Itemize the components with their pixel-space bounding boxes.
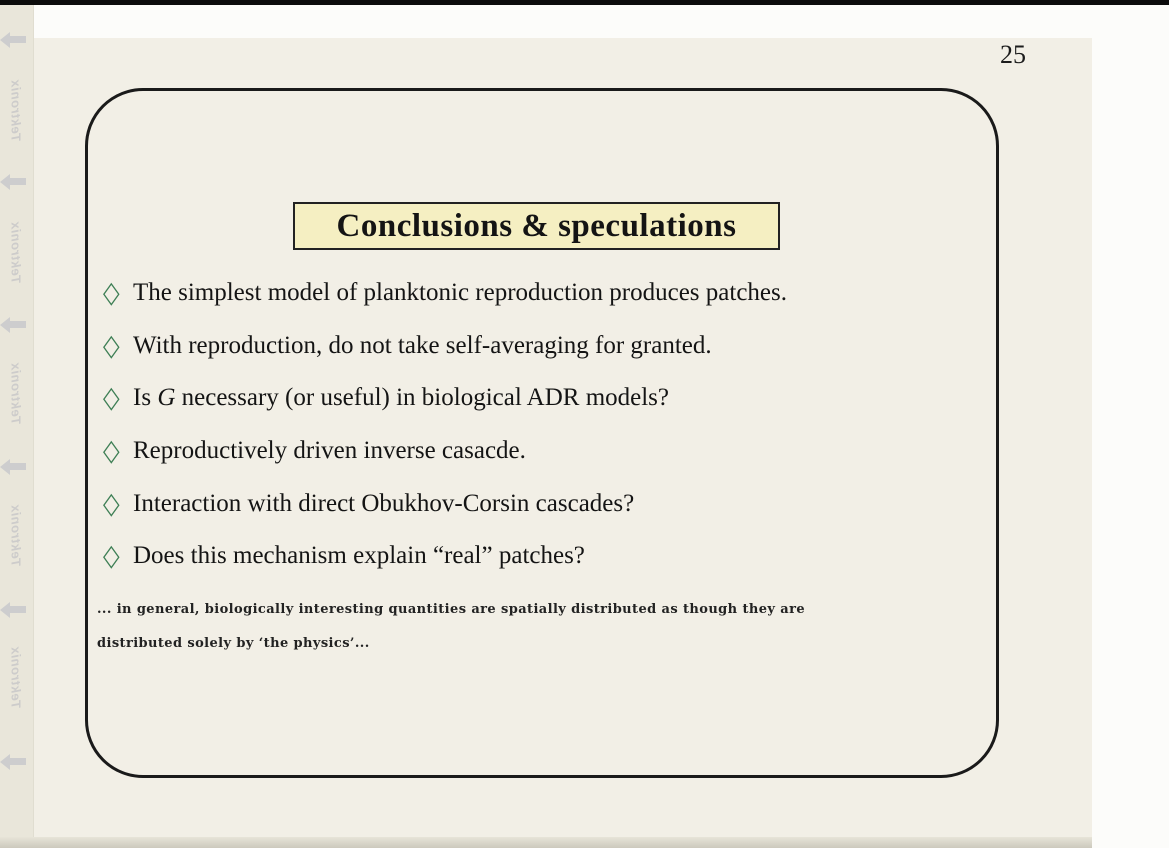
- page-number: 25: [1000, 40, 1026, 69]
- diamond-bullet-icon: ◇: [103, 380, 120, 416]
- footnote: [97, 600, 927, 668]
- footnote-line: distributed solely by ‘the physics’...: [97, 636, 370, 651]
- bullet-text: Reproductively driven inverse casacde.: [133, 437, 526, 465]
- bullet-text: [133, 384, 669, 412]
- bullet-text: The simplest model of planktonic reproduction produces patches.: [133, 279, 787, 307]
- math-variable-G: G: [157, 384, 176, 412]
- tektronix-watermark-text: Tektronix: [8, 79, 24, 142]
- tektronix-arrow-icon: [10, 36, 26, 43]
- bullet-list: [103, 267, 963, 583]
- tektronix-arrow-icon: [10, 758, 26, 765]
- tektronix-watermark-text: Tektronix: [8, 362, 24, 425]
- diamond-bullet-icon: ◇: [103, 538, 120, 574]
- title-box: [293, 202, 780, 250]
- film-edge-shadow: [0, 837, 1092, 848]
- bullet-item: [103, 477, 963, 530]
- slide-title: Conclusions & speculations: [336, 207, 737, 244]
- bullet-text: Does this mechanism explain “real” patches?: [133, 542, 585, 570]
- bullet-item: [103, 372, 963, 425]
- tektronix-arrow-icon: [10, 606, 26, 613]
- bullet-item: [103, 320, 963, 373]
- bullet-text: With reproduction, do not take self-averaging for granted.: [133, 331, 712, 359]
- tektronix-watermark-text: Tektronix: [8, 646, 24, 709]
- tektronix-arrow-icon: [10, 463, 26, 470]
- bullet-text-pre: Is: [133, 384, 158, 412]
- tektronix-watermark-text: Tektronix: [8, 504, 24, 567]
- diamond-bullet-icon: ◇: [103, 275, 120, 311]
- bullet-item: [103, 425, 963, 478]
- diamond-bullet-icon: ◇: [103, 327, 120, 363]
- bullet-item: [103, 267, 963, 320]
- tektronix-arrow-icon: [10, 178, 26, 185]
- film-left-strip: [0, 5, 34, 848]
- bullet-item: [103, 530, 963, 583]
- diamond-bullet-icon: ◇: [103, 433, 120, 469]
- scan-black-edge: [0, 0, 1169, 5]
- tektronix-arrow-icon: [10, 321, 26, 328]
- diamond-bullet-icon: ◇: [103, 485, 120, 521]
- tektronix-watermark-text: Tektronix: [8, 221, 24, 284]
- footnote-line: ... in general, biologically interesting quantities are spatially distributed as though they are: [97, 602, 805, 617]
- bullet-text: Interaction with direct Obukhov-Corsin cascades?: [133, 489, 635, 517]
- bullet-text-post: necessary (or useful) in biological ADR models?: [175, 384, 670, 412]
